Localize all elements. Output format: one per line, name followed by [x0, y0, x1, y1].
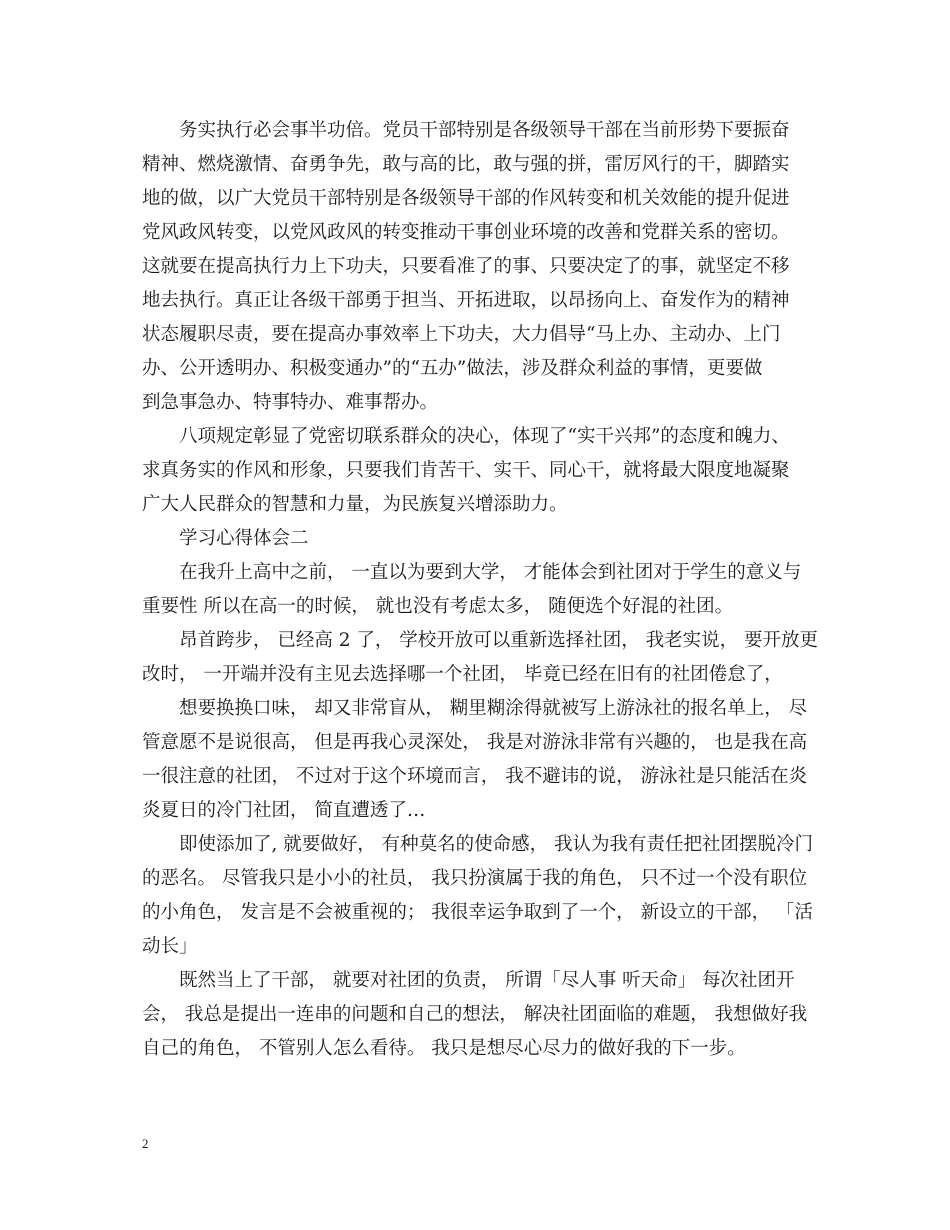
text-line: 在我升上高中之前， 一直以为要到大学， 才能体会到社团对于学生的意义与 [142, 562, 802, 583]
text-line: 党风政风转变，以党风政风的转变推动干事创业环境的改善和党群关系的密切。 [142, 222, 790, 243]
text-line: 求真务实的作风和形象，只要我们肯苦干、实干、同心干，就将最大限度地凝聚 [142, 460, 790, 481]
text-line: 务实执行必会事半功倍。党员干部特别是各级领导干部在当前形势下要振奋 [142, 120, 790, 141]
text-line: 地的做，以广大党员干部特别是各级领导干部的作风转变和机关效能的提升促进 [142, 188, 790, 209]
section-heading: 学习心得体会二 [142, 528, 309, 549]
text-line: 管意愿不是说很高， 但是再我心灵深处， 我是对游泳非常有兴趣的， 也是我在高 [142, 732, 808, 753]
text-line: 状态履职尽责，要在提高办事效率上下功夫，大力倡导“马上办、主动办、上门 [142, 324, 781, 345]
text-line: 即使添加了, 就要做好， 有种莫名的使命感， 我认为我有责任把社团摆脱冷门 [142, 834, 814, 855]
text-line: 广大人民群众的智慧和力量，为民族复兴增添助力。 [142, 494, 568, 515]
text-line: 精神、燃烧激情、奋勇争先，敢与高的比，敢与强的拼，雷厉风行的干，脚踏实 [142, 154, 790, 175]
text-line: 既然当上了干部， 就要对社团的负责， 所谓「尽人事 听天命」 每次社团开 [142, 970, 795, 991]
text-line: 动长」 [142, 936, 198, 957]
text-line: 自己的角色， 不管别人怎么看待。 我只是想尽心尽力的做好我的下一步。 [142, 1038, 746, 1059]
text-line: 重要性 所以在高一的时候， 就也没有考虑太多， 随便选个好混的社团。 [142, 596, 734, 617]
page-number: 2 [142, 1136, 149, 1151]
text-line: 一很注意的社团， 不过对于这个环境而言， 我不避讳的说， 游泳社是只能活在炎 [142, 766, 808, 787]
text-line: 的小角色， 发言是不会被重视的； 我很幸运争取到了一个， 新设立的干部， 「活 [142, 902, 814, 923]
text-line: 八项规定彰显了党密切联系群众的决心，体现了“实干兴邦”的态度和魄力、 [142, 426, 790, 447]
text-line: 想要换换口味， 却又非常盲从， 糊里糊涂得就被写上游泳社的报名单上， 尽 [142, 698, 808, 719]
text-line: 到急事急办、特事特办、难事帮办。 [142, 392, 439, 413]
text-line: 办、公开透明办、积极变通办”的“五办”做法，涉及群众利益的事情，更要做 [142, 358, 763, 379]
document-body [142, 114, 822, 1066]
text-line: 昂首跨步， 已经高 2 了， 学校开放可以重新选择社团， 我老实说， 要开放更 [142, 630, 819, 651]
text-line: 会， 我总是提出一连串的问题和自己的想法， 解决社团面临的难题， 我想做好我 [142, 1004, 808, 1025]
text-line: 炎夏日的冷门社团， 简直遭透了… [142, 800, 426, 821]
text-line: 地去执行。真正让各级干部勇于担当、开拓进取，以昂扬向上、奋发作为的精神 [142, 290, 790, 311]
text-line: 这就要在提高执行力上下功夫，只要看准了的事、只要决定了的事，就坚定不移 [142, 256, 790, 277]
text-line: 改时， 一开端并没有主见去选择哪一个社团， 毕竟已经在旧有的社团倦怠了， [142, 664, 783, 685]
text-line: 的恶名。 尽管我只是小小的社员， 我只扮演属于我的角色， 只不过一个没有职位 [142, 868, 808, 889]
